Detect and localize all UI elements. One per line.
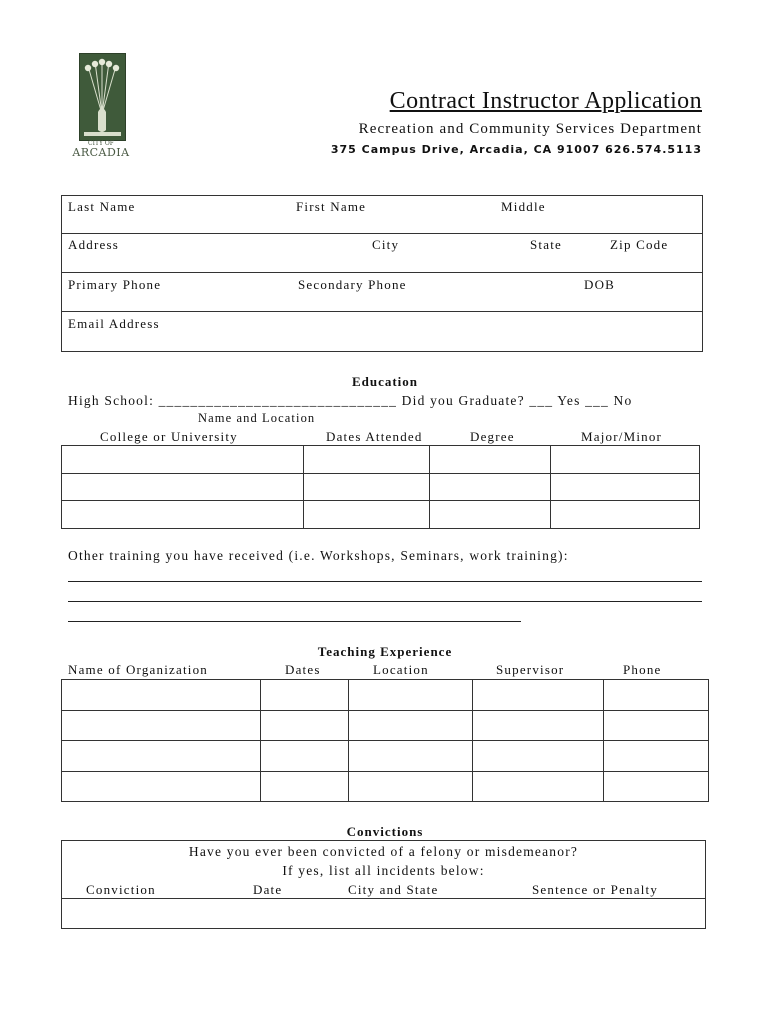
page-title: Contract Instructor Application xyxy=(389,88,702,114)
table-cell[interactable] xyxy=(62,771,261,802)
table-cell[interactable] xyxy=(551,473,700,501)
table-cell[interactable] xyxy=(473,741,604,772)
col-dates-attended: Dates Attended xyxy=(326,429,423,444)
convictions-heading: Convictions xyxy=(346,824,424,839)
table-cell[interactable] xyxy=(62,446,304,474)
other-training-label: Other training you have received (i.e. Workshops, Seminars, work training): xyxy=(68,548,569,563)
col-location: Location xyxy=(373,662,429,677)
col-conviction: Conviction xyxy=(86,882,156,897)
middle-name-field[interactable]: Middle xyxy=(501,199,546,214)
other-training-line-1[interactable] xyxy=(68,581,702,582)
table-row xyxy=(62,680,709,711)
table-row xyxy=(62,710,709,741)
email-field[interactable]: Email Address xyxy=(68,316,160,331)
conviction-instruction: If yes, list all incidents below: xyxy=(282,863,485,878)
table-cell[interactable] xyxy=(473,771,604,802)
col-sentence: Sentence or Penalty xyxy=(532,882,659,897)
other-training-line-3[interactable] xyxy=(68,621,521,622)
table-cell[interactable] xyxy=(604,680,709,711)
table-cell[interactable] xyxy=(604,710,709,741)
table-cell[interactable] xyxy=(604,771,709,802)
table-row xyxy=(62,741,709,772)
dob-field[interactable]: DOB xyxy=(584,277,616,292)
table-cell[interactable] xyxy=(261,771,349,802)
address-field[interactable]: Address xyxy=(68,237,120,252)
name-location-caption: Name and Location xyxy=(198,411,316,425)
secondary-phone-field[interactable]: Secondary Phone xyxy=(298,277,407,292)
table-row xyxy=(62,446,700,474)
table-cell[interactable] xyxy=(62,473,304,501)
table-cell[interactable] xyxy=(551,501,700,529)
city-field[interactable]: City xyxy=(372,237,400,252)
table-cell[interactable] xyxy=(261,680,349,711)
table-cell[interactable] xyxy=(430,446,551,474)
table-cell[interactable] xyxy=(349,680,473,711)
table-cell[interactable] xyxy=(349,741,473,772)
col-city-state: City and State xyxy=(348,882,439,897)
table-row xyxy=(62,501,700,529)
other-training-line-2[interactable] xyxy=(68,601,702,602)
col-college: College or University xyxy=(100,429,238,444)
table-row xyxy=(62,473,700,501)
logo-city-of: CITY OF xyxy=(88,140,114,147)
logo-arcadia: ARCADIA xyxy=(72,146,130,159)
table-cell[interactable] xyxy=(62,710,261,741)
table-cell[interactable] xyxy=(473,680,604,711)
first-name-field[interactable]: First Name xyxy=(296,199,367,214)
table-cell[interactable] xyxy=(430,473,551,501)
table-cell[interactable] xyxy=(349,710,473,741)
teaching-heading: Teaching Experience xyxy=(317,644,453,659)
department-address: 375 Campus Drive, Arcadia, CA 91007 626.574.5113 xyxy=(330,143,702,156)
zip-code-field[interactable]: Zip Code xyxy=(610,237,669,252)
state-field[interactable]: State xyxy=(530,237,562,252)
table-cell[interactable] xyxy=(304,446,430,474)
city-logo xyxy=(68,50,134,160)
primary-phone-field[interactable]: Primary Phone xyxy=(68,277,162,292)
teaching-table xyxy=(61,679,709,802)
table-cell[interactable] xyxy=(261,741,349,772)
col-conviction-date: Date xyxy=(253,882,283,897)
table-cell[interactable] xyxy=(349,771,473,802)
education-table xyxy=(61,445,700,529)
table-cell[interactable] xyxy=(62,501,304,529)
education-heading: Education xyxy=(351,374,419,389)
table-cell[interactable] xyxy=(62,680,261,711)
high-school-line[interactable]: High School: ______________________________ Did you Graduate? ___ Yes ___ No xyxy=(68,393,633,408)
col-major: Major/Minor xyxy=(581,429,663,444)
table-cell[interactable] xyxy=(430,501,551,529)
table-cell[interactable] xyxy=(304,501,430,529)
conviction-entry-row[interactable] xyxy=(62,899,705,928)
col-degree: Degree xyxy=(470,429,515,444)
col-phone: Phone xyxy=(623,662,662,677)
table-cell[interactable] xyxy=(473,710,604,741)
last-name-field[interactable]: Last Name xyxy=(68,199,136,214)
col-supervisor: Supervisor xyxy=(496,662,565,677)
col-organization: Name of Organization xyxy=(68,662,208,677)
conviction-question: Have you ever been convicted of a felony or misdemeanor? xyxy=(188,844,579,859)
table-cell[interactable] xyxy=(604,741,709,772)
table-cell[interactable] xyxy=(62,741,261,772)
department-name: Recreation and Community Services Department xyxy=(358,121,702,137)
table-row xyxy=(62,771,709,802)
table-cell[interactable] xyxy=(261,710,349,741)
table-cell[interactable] xyxy=(304,473,430,501)
arcadia-peacock-icon xyxy=(79,53,126,141)
table-cell[interactable] xyxy=(551,446,700,474)
col-dates: Dates xyxy=(285,662,321,677)
